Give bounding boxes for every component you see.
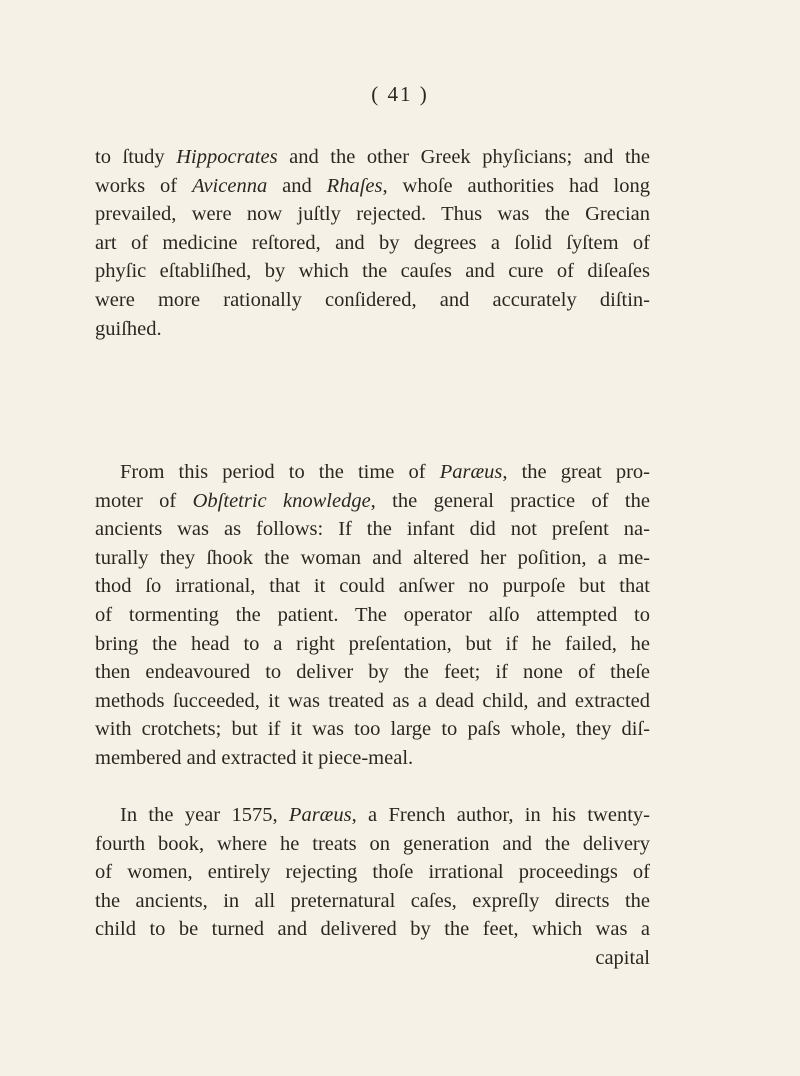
catchword: capital (595, 946, 650, 969)
text-line: ancients was as follows: If the infant did not preſent na- (95, 518, 650, 541)
text-line: the ancients, in all preternatural caſes, expreſly directs the (95, 889, 650, 912)
text-line: From this period to the time of Paræus, the great pro- (120, 461, 650, 483)
text-line: bring the head to a right preſentation, but if he failed, he (95, 632, 650, 655)
text-line: thod ſo irrational, that it could anſwer no purpoſe but that (95, 575, 650, 598)
text-line: works of Avicenna and Rhaſes, whoſe authorities had long (95, 174, 650, 197)
text-line: guiſhed. (95, 317, 162, 340)
text-line: turally they ſhook the woman and altered her poſition, a me- (95, 546, 650, 569)
text-line: membered and extracted it piece-meal. (95, 746, 414, 769)
text-line: of tormenting the patient. The operator alſo attempted to (95, 603, 650, 626)
text-line: to ſtudy Hippocrates and the other Greek phyſicians; and the (95, 146, 650, 168)
paragraph-1 (95, 143, 650, 343)
text-line: with crotchets; but if it was too large to paſs whole, they diſ- (95, 718, 650, 741)
text-line: moter of Obſtetric knowledge, the general practice of the (95, 489, 650, 512)
text-line: phyſic eſtabliſhed, by which the cauſes and cure of diſeaſes (95, 260, 650, 283)
text-line: methods ſucceeded, it was treated as a dead child, and extracted (95, 689, 650, 712)
text-line: fourth book, where he treats on generation and the delivery (95, 832, 650, 855)
text-line: art of medicine reſtored, and by degrees a ſolid ſyſtem of (95, 231, 650, 254)
text-line: then endeavoured to deliver by the feet; if none of theſe (95, 661, 650, 684)
text-line: of women, entirely rejecting thoſe irrational proceedings of (95, 861, 650, 884)
text-line: prevailed, were now juſtly rejected. Thus was the Grecian (95, 203, 650, 226)
paragraph-3 (95, 801, 650, 973)
text-line: were more rationally conſidered, and accurately diſtin- (95, 288, 650, 311)
text-line: In the year 1575, Paræus, a French author, in his twenty- (120, 804, 650, 826)
paragraph-2 (95, 458, 650, 773)
text-line: child to be turned and delivered by the feet, which was a (95, 918, 650, 941)
page-number: ( 41 ) (371, 82, 429, 106)
